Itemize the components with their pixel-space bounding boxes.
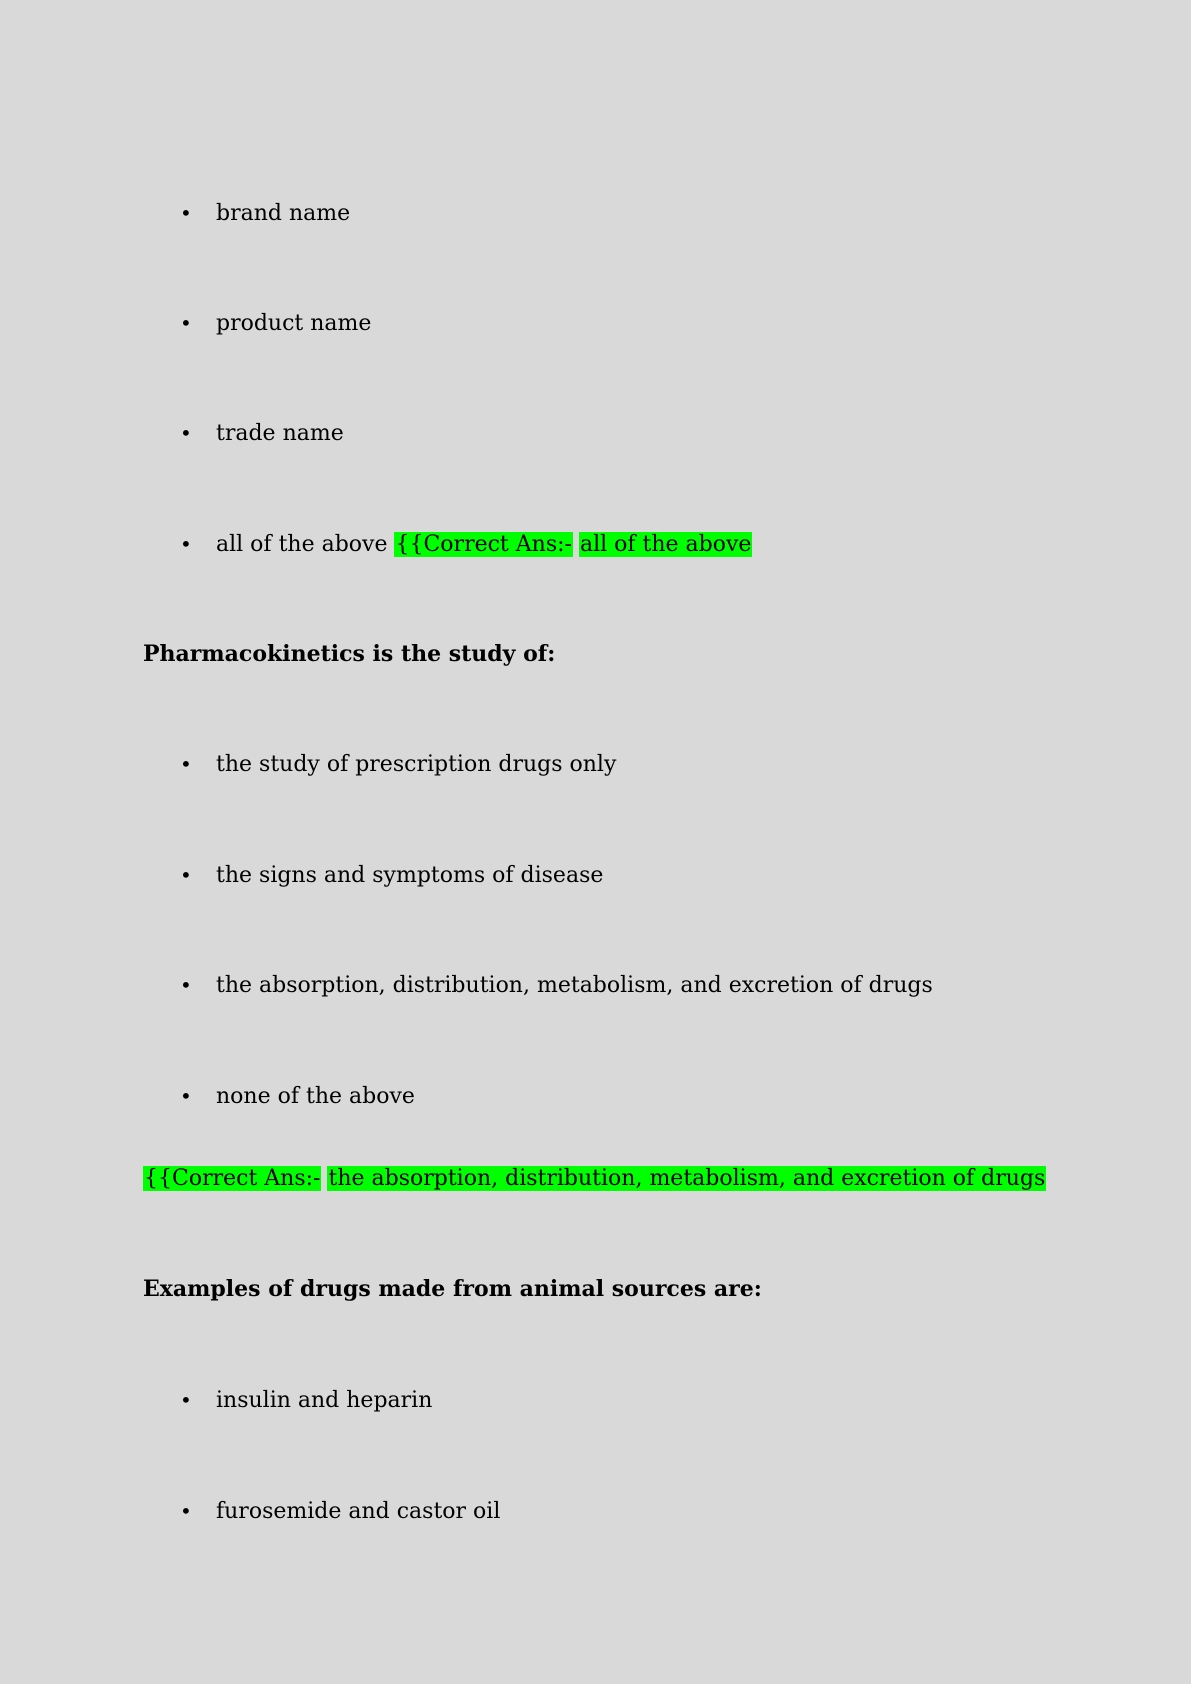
bullet-icon: •	[180, 973, 192, 997]
option-text: the study of prescription drugs only	[216, 752, 617, 777]
bullet-icon: •	[180, 863, 192, 887]
correct-answer-text: all of the above	[579, 532, 752, 557]
bullet-icon: •	[180, 421, 192, 445]
question-heading: Pharmacokinetics is the study of:	[143, 641, 556, 667]
list-item	[180, 418, 344, 448]
list-item	[180, 308, 371, 338]
bullet-icon: •	[180, 311, 192, 335]
correct-answer-prefix: {{Correct Ans:-	[395, 532, 572, 557]
option-text: none of the above	[216, 1084, 415, 1109]
list-item	[180, 198, 350, 228]
option-text: the absorption, distribution, metabolism, and excretion of drugs	[216, 973, 933, 998]
list-item	[180, 1081, 415, 1111]
option-text: furosemide and castor oil	[216, 1499, 501, 1524]
bullet-icon: •	[180, 532, 192, 556]
bullet-icon: •	[180, 1084, 192, 1108]
list-item	[180, 860, 603, 890]
list-item	[180, 1385, 432, 1415]
option-text: insulin and heparin	[216, 1388, 433, 1413]
bullet-icon: •	[180, 201, 192, 225]
bullet-icon: •	[180, 752, 192, 776]
correct-answer-line	[143, 1164, 1046, 1194]
bullet-icon: •	[180, 1499, 192, 1523]
correct-answer-text: the absorption, distribution, metabolism, and excretion of drugs	[328, 1166, 1046, 1191]
correct-answer-prefix: {{Correct Ans:-	[144, 1166, 321, 1191]
option-text: all of the above	[216, 532, 388, 557]
option-text: trade name	[216, 421, 344, 446]
option-text: the signs and symptoms of disease	[216, 863, 604, 888]
list-item	[180, 749, 616, 779]
option-text: brand name	[216, 201, 351, 226]
question-heading: Examples of drugs made from animal sources are:	[143, 1276, 762, 1302]
list-item	[180, 1496, 500, 1526]
option-text: product name	[216, 311, 372, 336]
list-item	[180, 970, 933, 1000]
bullet-icon: •	[180, 1388, 192, 1412]
list-item	[180, 529, 752, 559]
